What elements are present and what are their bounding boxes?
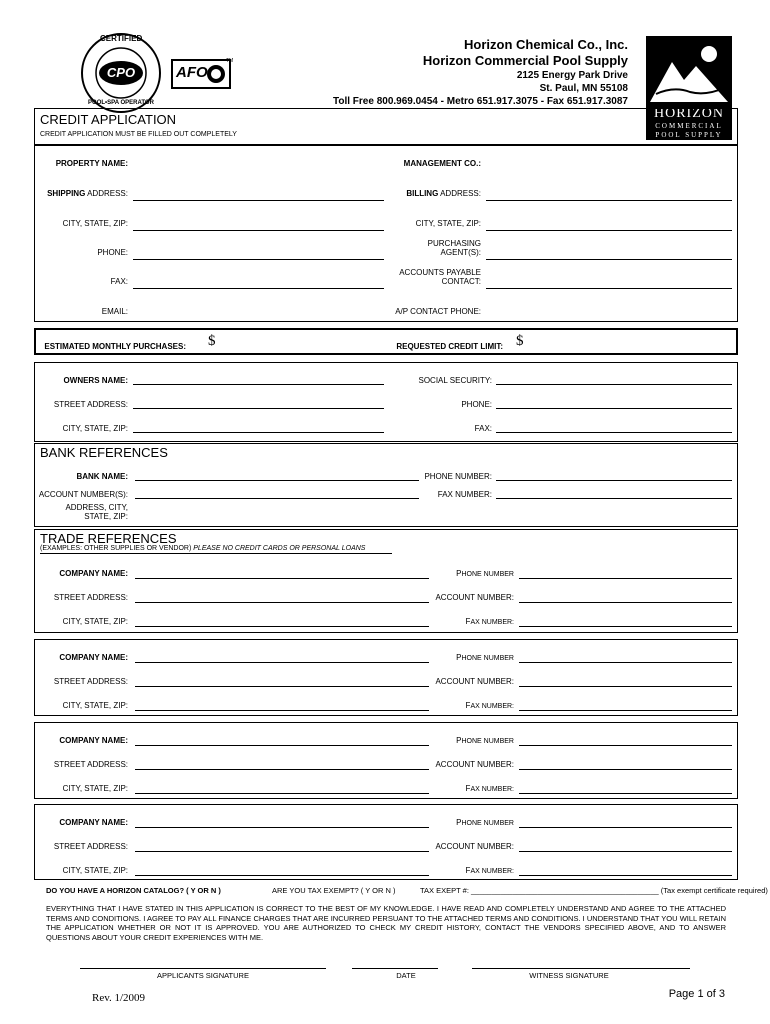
owner-city-label: CITY, STATE, ZIP: <box>62 424 128 433</box>
bank-fax-label: FAX NUMBER: <box>437 490 492 499</box>
bank-address-label-2: STATE, ZIP: <box>84 512 128 521</box>
trade1-company-field[interactable] <box>135 578 429 579</box>
page-number: Page 1 of 3 <box>668 988 725 1000</box>
trade2-box <box>34 639 738 716</box>
trade2-phone-small: HONE NUMBER <box>461 655 514 662</box>
billing-address-field[interactable] <box>486 200 732 201</box>
accounts-payable-field[interactable] <box>486 288 732 289</box>
company-name-1: Horizon Chemical Co., Inc. <box>464 37 628 52</box>
trade4-box <box>34 804 738 880</box>
trade3-fax-big: F <box>465 784 471 793</box>
trade4-phone-small: HONE NUMBER <box>461 820 514 827</box>
cpo-logo <box>80 32 162 114</box>
witness-signature-label: WITNESS SIGNATURE <box>529 971 609 980</box>
company-address-1: 2125 Energy Park Drive <box>516 70 628 81</box>
trade2-city-field[interactable] <box>135 710 429 711</box>
shipping-label-bold: SHIPPING <box>47 189 86 198</box>
estimated-monthly-label: ESTIMATED MONTHLY PURCHASES: <box>44 342 186 351</box>
trade-references-title: TRADE REFERENCES <box>40 531 177 546</box>
email-label: EMAIL: <box>101 307 128 316</box>
tax-exempt-question: ARE YOU TAX EXEMPT? ( Y OR N ) <box>272 886 396 895</box>
trade1-fax-big: F <box>465 617 471 626</box>
trade3-box <box>34 722 738 799</box>
applicant-signature-label: APPLICANTS SIGNATURE <box>157 971 249 980</box>
owner-city-field[interactable] <box>133 432 384 433</box>
trade4-fax-field[interactable] <box>519 875 732 876</box>
trade4-phone-big: P <box>456 818 462 827</box>
afo-logo <box>170 58 236 90</box>
trade4-company-field[interactable] <box>135 827 429 828</box>
trade2-company-label: COMPANY NAME: <box>59 653 128 662</box>
owner-street-field[interactable] <box>133 408 384 409</box>
trade3-company-label: COMPANY NAME: <box>59 736 128 745</box>
cpo-logo-center: CPO <box>106 65 136 80</box>
accounts-payable-label-1: ACCOUNTS PAYABLE <box>399 268 481 277</box>
owner-fax-field[interactable] <box>496 432 732 433</box>
social-security-label: SOCIAL SECURITY: <box>418 376 492 385</box>
accounts-payable-label-2: CONTACT: <box>441 277 481 286</box>
requested-credit-label: REQUESTED CREDIT LIMIT: <box>396 342 503 351</box>
trade4-street-label: STREET ADDRESS: <box>53 842 128 851</box>
city-state-zip-label: CITY, STATE, ZIP: <box>62 219 128 228</box>
billing-city-state-zip-label: CITY, STATE, ZIP: <box>415 219 481 228</box>
form-title: CREDIT APPLICATION <box>40 112 177 127</box>
trade1-phone-small: HONE NUMBER <box>461 571 514 578</box>
fax-field[interactable] <box>133 288 384 289</box>
trade3-street-label: STREET ADDRESS: <box>53 760 128 769</box>
bank-address-label-1: ADDRESS, CITY, <box>65 503 128 512</box>
trade4-fax-label <box>466 866 514 875</box>
purchasing-label-2: AGENT(S): <box>440 248 481 257</box>
trade1-fax-field[interactable] <box>519 626 732 627</box>
horizon-logo-line3: POOL SUPPLY <box>655 131 723 139</box>
trade1-phone-field[interactable] <box>519 578 732 579</box>
trade3-fax-field[interactable] <box>519 793 732 794</box>
social-security-field[interactable] <box>496 384 732 385</box>
trade3-phone-field[interactable] <box>519 745 732 746</box>
trade1-company-label: COMPANY NAME: <box>59 569 128 578</box>
trade2-account-field[interactable] <box>519 686 732 687</box>
cpo-logo-bottom: POOL•SPA OPERATOR <box>88 100 154 106</box>
trade1-city-field[interactable] <box>135 626 429 627</box>
trade4-account-field[interactable] <box>519 851 732 852</box>
trade4-company-label: COMPANY NAME: <box>59 818 128 827</box>
trade2-phone-big: P <box>456 653 462 662</box>
company-address-2: St. Paul, MN 55108 <box>539 83 628 94</box>
owner-fax-label: FAX: <box>474 424 492 433</box>
trade3-fax-label <box>466 784 514 793</box>
bank-name-label: BANK NAME: <box>76 472 128 481</box>
owner-street-label: STREET ADDRESS: <box>53 400 128 409</box>
trade4-phone-label <box>456 818 514 827</box>
trade4-city-field[interactable] <box>135 875 429 876</box>
billing-city-state-zip-field[interactable] <box>486 230 732 231</box>
trade4-street-field[interactable] <box>135 851 429 852</box>
trade3-account-field[interactable] <box>519 769 732 770</box>
trade3-city-field[interactable] <box>135 793 429 794</box>
trade2-phone-field[interactable] <box>519 662 732 663</box>
owner-phone-field[interactable] <box>496 408 732 409</box>
shipping-address-label <box>47 189 128 198</box>
trade1-street-label: STREET ADDRESS: <box>53 593 128 602</box>
trade2-fax-label <box>466 701 514 710</box>
trade1-phone-label <box>456 569 514 578</box>
trade4-fax-small: AX NUMBER: <box>470 868 514 875</box>
bank-references-title: BANK REFERENCES <box>40 445 168 460</box>
witness-signature-line[interactable] <box>472 968 690 969</box>
bank-name-field[interactable] <box>135 480 419 481</box>
company-phones: Toll Free 800.969.0454 - Metro 651.917.3075 - Fax 651.917.3087 <box>332 96 628 107</box>
city-state-zip-field[interactable] <box>133 230 384 231</box>
property-name-label: PROPERTY NAME: <box>55 159 128 168</box>
trade2-fax-field[interactable] <box>519 710 732 711</box>
trade3-city-label: CITY, STATE, ZIP: <box>62 784 128 793</box>
owners-name-field[interactable] <box>133 384 384 385</box>
form-subtitle: CREDIT APPLICATION MUST BE FILLED OUT COMPLETELY <box>40 131 237 138</box>
owners-box <box>34 362 738 442</box>
trade1-phone-big: P <box>456 569 462 578</box>
trade3-account-label: ACCOUNT NUMBER: <box>435 760 514 769</box>
trade3-street-field[interactable] <box>135 769 429 770</box>
trade3-phone-small: HONE NUMBER <box>461 738 514 745</box>
estimated-monthly-dollar: $ <box>208 333 216 349</box>
cpo-logo-top: CERTIFIED <box>100 34 143 43</box>
shipping-label-rest: ADDRESS: <box>85 189 128 198</box>
account-numbers-field[interactable] <box>135 498 419 499</box>
owner-phone-label: PHONE: <box>461 400 492 409</box>
trade-note-underline <box>40 553 392 554</box>
date-label: DATE <box>396 971 416 980</box>
trade3-phone-label <box>456 736 514 745</box>
bank-phone-field[interactable] <box>496 480 732 481</box>
horizon-logo-name: HORIZON <box>654 106 724 121</box>
trade2-street-label: STREET ADDRESS: <box>53 677 128 686</box>
ap-contact-phone-label: A/P CONTACT PHONE: <box>395 307 481 316</box>
trade3-fax-small: AX NUMBER: <box>470 786 514 793</box>
purchasing-label-1: PURCHASING <box>427 239 481 248</box>
bank-fax-field[interactable] <box>496 498 732 499</box>
trade4-city-label: CITY, STATE, ZIP: <box>62 866 128 875</box>
owners-name-label: OWNERS NAME: <box>63 376 128 385</box>
phone-field[interactable] <box>133 259 384 260</box>
billing-label-rest: ADDRESS: <box>438 189 481 198</box>
billing-address-label <box>406 189 481 198</box>
trade1-fax-label <box>466 617 514 626</box>
trade4-fax-big: F <box>465 866 471 875</box>
bank-phone-label: PHONE NUMBER: <box>424 472 492 481</box>
trade2-fax-big: F <box>465 701 471 710</box>
requested-credit-dollar: $ <box>516 333 524 349</box>
fax-label: FAX: <box>110 277 128 286</box>
trade-note-plain: (EXAMPLES: OTHER SUPPLIES OR VENDOR) <box>40 545 194 552</box>
trade-references-note <box>40 545 365 552</box>
trade1-street-field[interactable] <box>135 602 429 603</box>
trade2-account-label: ACCOUNT NUMBER: <box>435 677 514 686</box>
general-info-box <box>34 145 738 322</box>
trade-note-italic: PLEASE NO CREDIT CARDS OR PERSONAL LOANS <box>193 545 366 552</box>
purchasing-agent-field[interactable] <box>486 259 732 260</box>
tax-exempt-number[interactable]: TAX EXEPT #: _____________________________________________ (Tax exempt certificate required) <box>420 886 768 895</box>
trade1-account-field[interactable] <box>519 602 732 603</box>
afo-logo-text: AFO <box>176 64 208 81</box>
trade1-city-label: CITY, STATE, ZIP: <box>62 617 128 626</box>
trade2-company-field[interactable] <box>135 662 429 663</box>
trade4-account-label: ACCOUNT NUMBER: <box>435 842 514 851</box>
date-line[interactable] <box>352 968 438 969</box>
phone-label: PHONE: <box>97 248 128 257</box>
shipping-address-field[interactable] <box>133 200 384 201</box>
trade2-phone-label <box>456 653 514 662</box>
trade3-company-field[interactable] <box>135 745 429 746</box>
trade2-fax-small: AX NUMBER: <box>470 703 514 710</box>
trade4-phone-field[interactable] <box>519 827 732 828</box>
catalog-question: DO YOU HAVE A HORIZON CATALOG? ( Y OR N ) <box>46 886 221 895</box>
trade1-account-label: ACCOUNT NUMBER: <box>435 593 514 602</box>
revision: Rev. 1/2009 <box>92 992 146 1004</box>
agreement-statement: EVERYTHING THAT I HAVE STATED IN THIS APPLICATION IS CORRECT TO THE BEST OF MY KNOWLEDGE. I HAVE READ AND COMPLETELY UNDERSTAND AND AGREE TO THE ATTACHED TERMS AND CONDITIONS. I AGREE TO PAY ALL FINANCE CHARGES THAT ARE INCURRED PERSUANT TO THE ATTACHED TERMS AND CONDITIONS. I UNDERSTAND THAT YOU WILL RETAIN THE APPLICATION WHETHER OR NOT IT IS APPROVED. YOU ARE AUTHORIZED TO CHECK MY CREDIT HISTORY, CONTACT THE VENDORS SPECIFIED ABOVE, AND TO ANSWER QUESTIONS ABOUT YOUR CREDIT EXPERIENCES WITH ME. <box>46 904 726 942</box>
horizon-logo-line2: COMMERCIAL <box>655 122 723 130</box>
trade1-fax-small: AX NUMBER: <box>470 619 514 626</box>
trade2-city-label: CITY, STATE, ZIP: <box>62 701 128 710</box>
applicant-signature-line[interactable] <box>80 968 326 969</box>
trade3-phone-big: P <box>456 736 462 745</box>
account-numbers-label: ACCOUNT NUMBER(S): <box>38 490 128 499</box>
afo-logo-tm: TM <box>226 58 234 64</box>
trade2-street-field[interactable] <box>135 686 429 687</box>
company-name-2: Horizon Commercial Pool Supply <box>422 53 628 68</box>
billing-label-bold: BILLING <box>406 189 439 198</box>
management-co-label: MANAGEMENT CO.: <box>403 159 481 168</box>
